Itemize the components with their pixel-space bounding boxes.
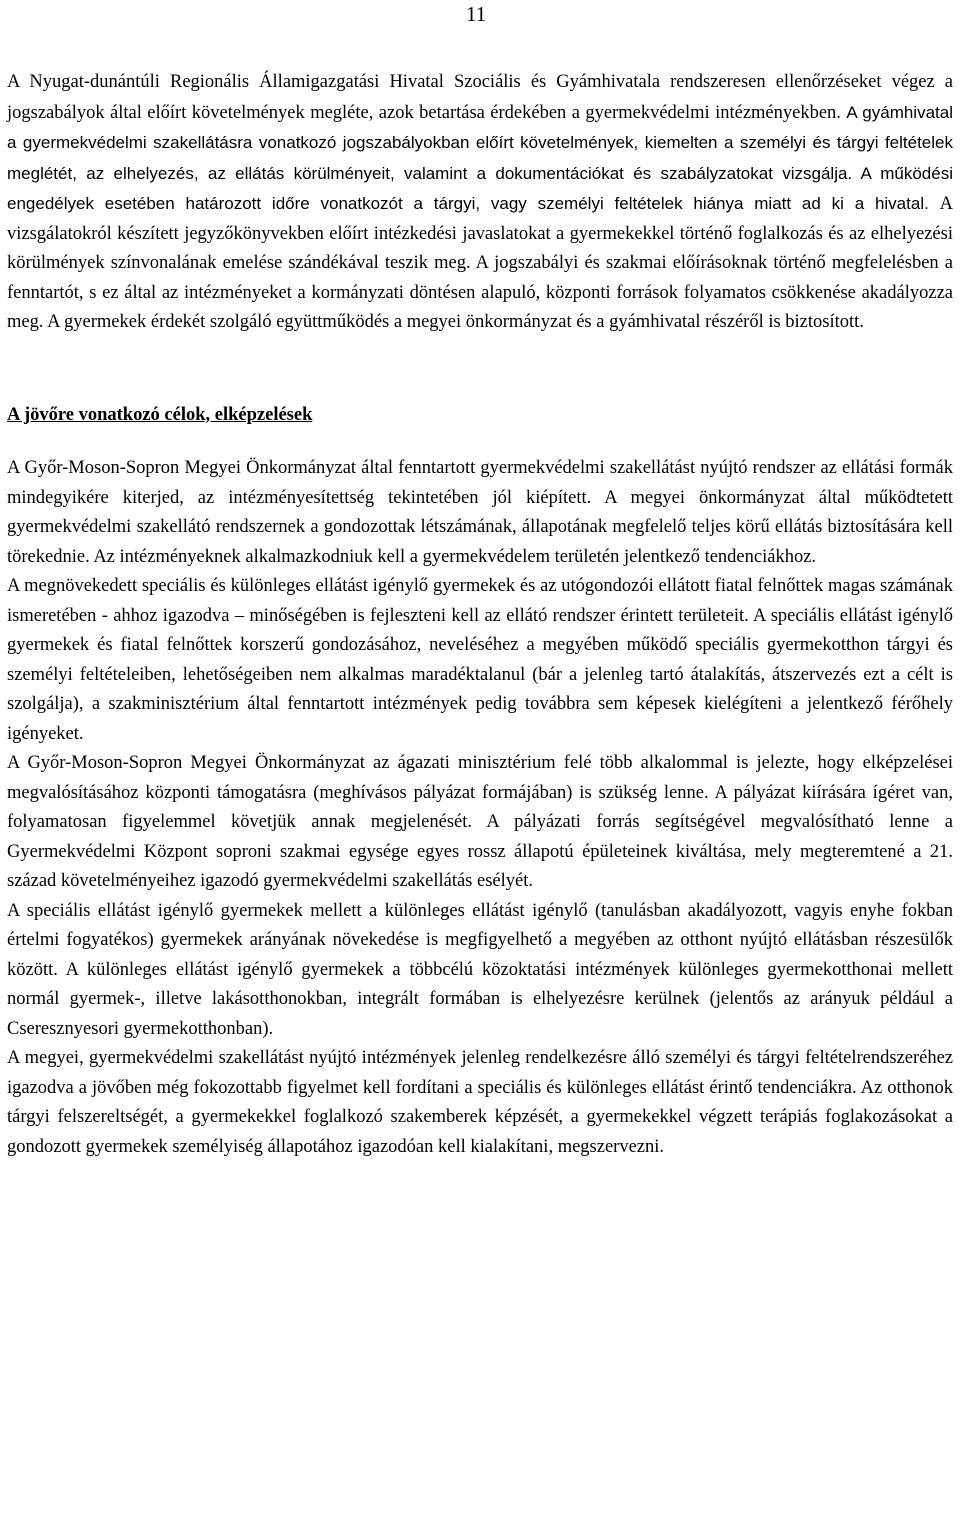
paragraph-system-s1: A Győr-Moson-Sopron Megyei Önkormányzat által fenntartott gyermekvédelmi szakellátást nyújtó rendszer az ellátási formák mindegyikére kiterjed, az intézményesítettség tekintetében jól kiépített.: [7, 458, 953, 508]
paragraph-system-s2: A megyei önkormányzat által működtetett gyermekvédelmi szakellátó rendszernek a gondozottak létszámának, állapotának megfelelő teljes körű ellátás biztosítására kell törekednie.: [7, 487, 953, 567]
paragraph-inspection-s2: A gyámhivatal a gyermekvédelmi szakellátásra vonatkozó jogszabályokban előírt követelmények, kiemelten a személyi és tárgyi feltételek meglétét, az elhelyezés, az ellátás körülményeit, valamint a dokumentációkat és szabályzatokat vizsgálja. A működési engedélyek esetében határozott időre vonatkozót a tárgyi, vagy személyi feltételek hiánya miatt ad ki a hivatal.: [7, 102, 953, 213]
paragraph-inspection-s1: A Nyugat-dunántúli Regionális Államigazgatási Hivatal Szociális és Gyámhivatala rendszeresen ellenőrzéseket végez a jogszabályok által előírt követelmények megléte, azok betartása érdekében a gyermekvédelmi intézményekben.: [7, 72, 953, 123]
paragraph-funding: A Győr-Moson-Sopron Megyei Önkormányzat az ágazati minisztérium felé több alkalommal is jelezte, hogy elképzelései megvalósításához központi támogatásra (meghívásos pályázat formájában) is szükség lenne. A pályázat kiírására ígéret van, folyamatosan figyelemmel követjük annak megjelenését. A pályázati forrás segítségével megvalósítható lenne a Gyermekvédelmi Központ soproni szakmai egysége egyes rossz állapotú épületeinek kiváltása, mely megteremtené a 21. század követelményeihez igazodó gyermekvédelmi szakellátás esélyét.: [7, 753, 953, 891]
paragraph-future: A megyei, gyermekvédelmi szakellátást nyújtó intézmények jelenleg rendelkezésre álló személyi és tárgyi feltételrendszeréhez igazodva a jövőben még fokozottabb figyelmet kell fordítani a speciális és különleges ellátást érintő tendenciákra. Az otthonok tárgyi felszereltségét, a gyermekekkel foglalkozó szakemberek képzését, a gyermekekkel végzett terápiás foglakozásokat a gondozott gyermekek személyiség állapotához igazodóan kell kialakítani, megszervezni.: [7, 1048, 953, 1157]
paragraph-special-care: A megnövekedett speciális és különleges ellátást igénylő gyermekek és az utógondozói ellátott fiatal felnőttek magas számának ismeretében - ahhoz igazodva – minőségében is fejleszteni kell az ellátó rendszer érintett területeit. A speciális ellátást igénylő gyermekek és fiatal felnőttek korszerű gondozásához, neveléséhez a megyében működő speciális gyermekotthon tárgyi és személyi feltételeiben, lehetőségeiben nem alkalmas maradéktalanul (bár a jelenleg tartó átalakítás, átszervezés ezt a célt is szolgálja), a szakminisztérium által fenntartott intézmények pedig továbbra sem képesek kielégíteni a jelentkező férőhely igényeket.: [7, 576, 953, 744]
paragraph-inspection: [7, 68, 953, 338]
paragraph-system: [7, 454, 953, 572]
paragraph-system-s3: Az intézményeknek alkalmazkodniuk kell a gyermekvédelem területén jelentkező tendenciákhoz.: [93, 546, 817, 567]
paragraph-inspection-s3: A vizsgálatokról készített jegyzőkönyvekben előírt intézkedési javaslatokat a gyermekekkel történő foglalkozás és az elhelyezési körülmények színvonalának emelése szándékával teszik meg.: [7, 194, 953, 273]
paragraph-inspection-s4: A jogszabályi és szakmai előírásoknak történő megfelelésben a fenntartót, s ez által az intézményeket a kormányzati döntésen alapuló, központi források folyamatos csökkenése akadályozza meg. A gyermekek érdekét szolgáló együttműködés a megyei önkormányzat és a gyámhivatal részéről is biztosított.: [7, 253, 953, 332]
page-number: 11: [466, 2, 487, 26]
section-heading: A jövőre vonatkozó célok, elképzelések: [7, 404, 313, 425]
document-body: [7, 68, 953, 1162]
paragraph-special-needs: A speciális ellátást igénylő gyermekek mellett a különleges ellátást igénylő (tanulásban akadályozott, vagyis enyhe fokban értelmi fogyatékos) gyermekek arányának növekedése is megfigyelhető a megyében az otthont nyújtó ellátásban részesülők között. A különleges ellátást igénylő gyermekek a többcélú közoktatási intézmények különleges gyermekotthonai mellett normál gyermek-, illetve lakásotthonokban, integrált formában is elhelyezésre kerülnek (jelentős az arányuk például a Cseresznyesori gyermekotthonban).: [7, 900, 953, 1039]
